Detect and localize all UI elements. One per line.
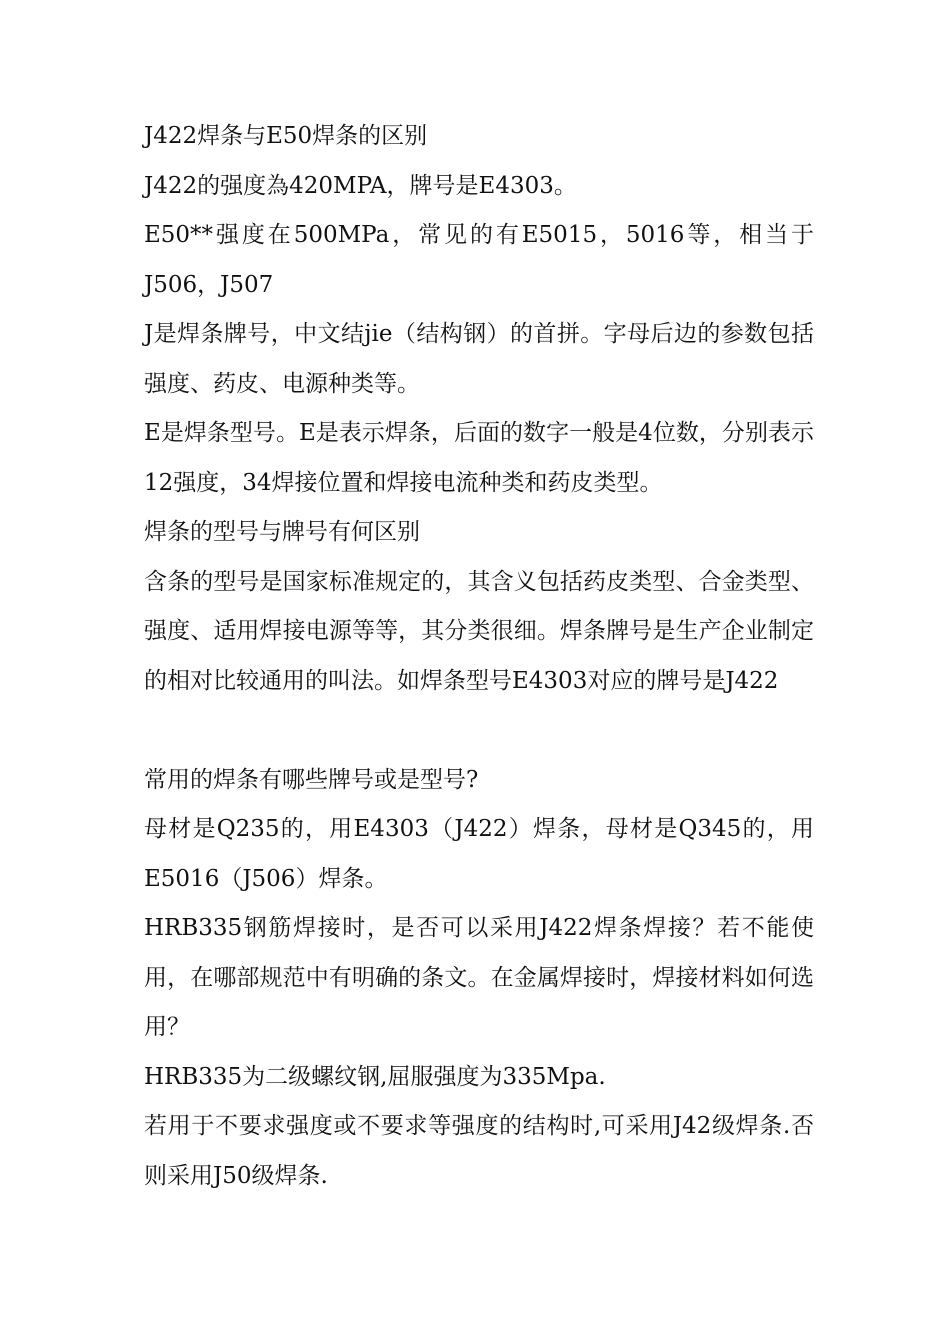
document-body xyxy=(144,112,814,1201)
heading-model-vs-brand: 焊条的型号与牌号有何区别 xyxy=(144,519,420,545)
paragraph-hrb335-question: HRB335钢筋焊接时，是否可以采用J422焊条焊接？若不能使用，在哪部规范中有明确的条文。在金属焊接时，焊接材料如何选用？ xyxy=(144,915,814,1040)
paragraph-usage-advice: 若用于不要求强度或不要求等强度的结构时,可采用J42级焊条.否则采用J50级焊条. xyxy=(144,1113,814,1189)
blank-line xyxy=(144,706,814,756)
paragraph-e-meaning: E是焊条型号。E是表示焊条，后面的数字一般是4位数，分别表示12强度，34焊接位置和焊接电流种类和药皮类型。 xyxy=(144,420,814,496)
paragraph-base-material: 母材是Q235的，用E4303（J422）焊条，母材是Q345的，用E5016（J506）焊条。 xyxy=(144,816,814,892)
paragraph-e50-strength: E50**强度在500MPa，常见的有E5015，5016等，相当于J506，J507 xyxy=(144,222,814,298)
heading-difference: J422焊条与E50焊条的区别 xyxy=(144,123,428,149)
paragraph-j-meaning: J是焊条牌号，中文结jie（结构钢）的首拼。字母后边的参数包括强度、药皮、电源种类等。 xyxy=(144,321,814,397)
paragraph-hrb335-grade: HRB335为二级螺纹钢,屈服强度为335Mpa. xyxy=(144,1063,606,1090)
paragraph-j422-strength: J422的强度為420MPA，牌号是E4303。 xyxy=(144,172,577,199)
heading-common-electrodes: 常用的焊条有哪些牌号或是型号? xyxy=(144,766,479,793)
paragraph-model-vs-brand: 含条的型号是国家标准规定的，其含义包括药皮类型、合金类型、强度、适用焊接电源等等，其分类很细。焊条牌号是生产企业制定的相对比较通用的叫法。如焊条型号E4303对应的牌号是J422 xyxy=(144,568,814,694)
